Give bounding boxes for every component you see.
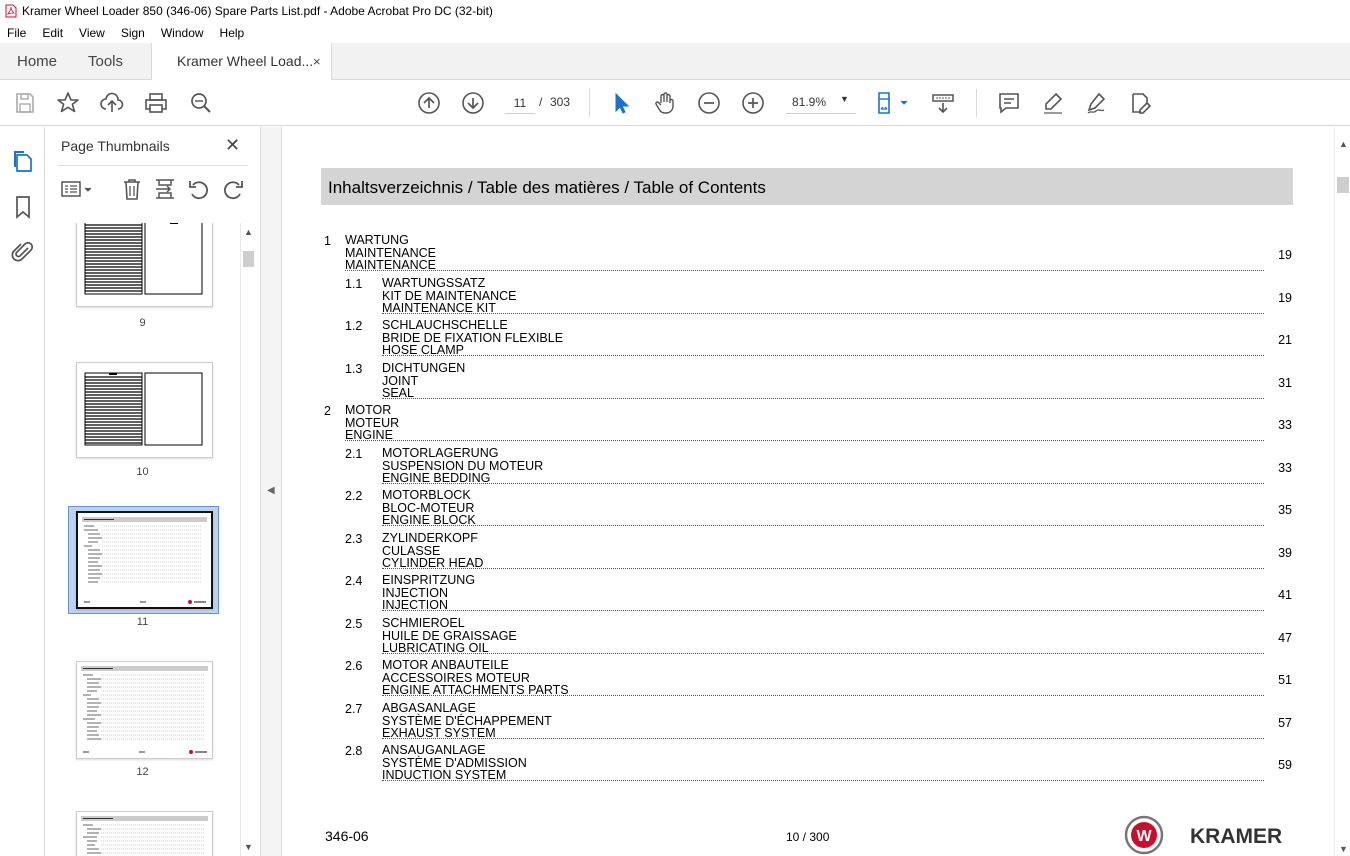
toc-entry-number: 2.8 — [345, 744, 363, 758]
toc-leader-dots — [382, 653, 1264, 654]
pdf-icon — [4, 4, 18, 18]
close-tab-icon[interactable]: × — [313, 54, 321, 69]
delete-icon[interactable] — [120, 177, 144, 201]
toc-leader-dots — [345, 440, 1264, 441]
page-thumbnails-icon[interactable] — [11, 149, 35, 173]
toc-entry-label: SYSTÈME D'ADMISSION — [382, 755, 527, 770]
toc-entry-label: EXHAUST SYSTEM — [382, 726, 496, 741]
toc-entry-number: 2.3 — [345, 532, 363, 546]
toc-leader-dots — [382, 525, 1264, 526]
left-rail — [0, 127, 45, 856]
toc-entry-page: 19 — [1278, 291, 1292, 305]
toc-entry-number: 2.7 — [345, 702, 363, 716]
zoom-select[interactable] — [786, 92, 856, 114]
toc-entry-label: ZYLINDERKOPF — [382, 531, 478, 545]
toc-banner — [321, 168, 1293, 205]
toc-entry-number: 2.5 — [345, 617, 363, 631]
thumbnail-scrollbar[interactable] — [240, 223, 255, 856]
scroll-up-icon[interactable]: ▲ — [244, 227, 253, 237]
fit-page-icon[interactable] — [875, 91, 911, 115]
toc-entry-number: 2 — [324, 404, 331, 418]
footer-page-number: 10 / 300 — [786, 830, 830, 844]
tab-bar — [0, 43, 1350, 80]
thumbnail-page-11[interactable] — [76, 511, 213, 609]
toc-entry-label: EINSPRITZUNG — [382, 573, 476, 587]
attachment-icon[interactable] — [11, 240, 35, 264]
close-icon[interactable]: ✕ — [225, 135, 241, 155]
toc-entry-number: 1.2 — [345, 319, 363, 333]
toc-entry-label: SYSTÈME D'ÉCHAPPEMENT — [382, 713, 552, 728]
toc-entry-page: 47 — [1278, 631, 1292, 645]
toc-entry-number: 1.3 — [345, 362, 363, 376]
scroll-mode-icon[interactable] — [931, 91, 955, 115]
toc-entry-page: 59 — [1278, 758, 1292, 772]
toc-entry-label: INJECTION — [382, 598, 448, 613]
toc-leader-dots — [382, 313, 1264, 314]
document-view[interactable] — [282, 127, 1334, 856]
menu-view[interactable]: View — [79, 25, 105, 40]
rotate-left-icon[interactable] — [187, 177, 211, 201]
page-up-icon[interactable] — [417, 91, 441, 115]
toc-entry-number: 2.4 — [345, 574, 363, 588]
thumbnails-panel — [45, 127, 260, 856]
thumbnail-label: 12 — [136, 766, 149, 778]
print-icon[interactable] — [144, 91, 168, 115]
toc-entry-label: SEAL — [382, 386, 414, 401]
toc-entry-label: MOTORBLOCK — [382, 488, 471, 502]
toc-entry-label: WARTUNGSSATZ — [382, 276, 486, 290]
panel-title: Page Thumbnails — [61, 138, 170, 154]
thumbnail-page-9[interactable] — [76, 223, 213, 307]
toc-entry-label: CYLINDER HEAD — [382, 556, 484, 571]
toolbar — [0, 80, 1350, 126]
toc-entry-label: MAINTENANCE — [345, 245, 436, 260]
scroll-up-icon[interactable]: ▲ — [1339, 139, 1348, 149]
toc-leader-dots — [382, 355, 1264, 356]
toc-entry-label: SCHLAUCHSCHELLE — [382, 318, 508, 332]
thumbnail-label: 10 — [136, 466, 149, 478]
title-bar — [0, 0, 1350, 22]
zoom-out-icon[interactable] — [697, 91, 721, 115]
toc-entry-label: ABGASANLAGE — [382, 701, 476, 715]
thumbnail-page-13[interactable] — [76, 811, 213, 856]
toc-entry-label: BRIDE DE FIXATION FLEXIBLE — [382, 330, 564, 345]
tab-document-label: Kramer Wheel Load... — [177, 53, 314, 69]
kramer-logo — [1124, 815, 1294, 856]
toc-entry-label: HOSE CLAMP — [382, 343, 464, 358]
zoom-value: 81.9% — [792, 95, 827, 109]
toc-entry-label: ENGINE BEDDING — [382, 471, 491, 486]
thumbnail-label: 11 — [136, 616, 149, 628]
highlight-icon[interactable] — [1041, 91, 1065, 115]
svg-text:W: W — [1136, 828, 1152, 845]
toc-title: Inhaltsverzeichnis / Table des matières / Table of Contents — [328, 178, 766, 197]
toc-entry-label: MOTOR ANBAUTEILE — [382, 658, 509, 672]
menu-file[interactable]: File — [7, 25, 27, 40]
tab-tools[interactable]: Tools — [88, 53, 124, 70]
toc-entry-label: MOTOR — [345, 403, 392, 417]
zoom-search-icon[interactable] — [189, 91, 213, 115]
page-number-input[interactable] — [505, 92, 535, 114]
options-icon[interactable] — [59, 177, 95, 201]
toc-entry-label: JOINT — [382, 373, 419, 388]
toc-entry-page: 21 — [1278, 333, 1292, 347]
menu-help[interactable]: Help — [219, 25, 245, 40]
menu-bar — [0, 22, 1350, 43]
toc-entry-label: ENGINE BLOCK — [382, 513, 476, 528]
scroll-thumb[interactable] — [243, 251, 254, 267]
divider — [58, 165, 248, 166]
toc-entry-label: SCHMIEROEL — [382, 616, 465, 630]
toc-entry-label: ANSAUGANLAGE — [382, 743, 486, 757]
toolbar-divider — [589, 89, 590, 117]
menu-edit[interactable]: Edit — [42, 25, 64, 40]
scroll-down-icon[interactable]: ▼ — [244, 842, 253, 852]
page-total: 303 — [550, 95, 571, 109]
zoom-in-icon[interactable] — [741, 91, 765, 115]
toc-entry-number: 2.2 — [345, 489, 363, 503]
toc-entry-number: 2.6 — [345, 659, 363, 673]
star-icon[interactable] — [56, 91, 80, 115]
toc-entry-label: SUSPENSION DU MOTEUR — [382, 458, 544, 473]
comment-icon[interactable] — [997, 91, 1021, 115]
toc-entry-label: KIT DE MAINTENANCE — [382, 288, 517, 303]
toc-entry-number: 1 — [324, 234, 331, 248]
tab-home[interactable]: Home — [17, 53, 58, 70]
page-down-icon[interactable] — [461, 91, 485, 115]
toc-entry-page: 57 — [1278, 716, 1292, 730]
toc-entry-label: ACCESSOIRES MOTEUR — [382, 670, 530, 685]
thumbnail-toolbar — [45, 175, 260, 203]
thumbnail-page-12[interactable] — [76, 661, 213, 759]
save-icon[interactable] — [13, 91, 37, 115]
window-title: Kramer Wheel Loader 850 (346-06) Spare Parts List.pdf - Adobe Acrobat Pro DC (32-bit) — [22, 4, 493, 18]
toc-leader-dots — [382, 695, 1264, 696]
thumbnail-label: 9 — [139, 317, 146, 329]
toc-entry-label: INJECTION — [382, 585, 448, 600]
chevron-down-icon: ▼ — [840, 94, 849, 104]
toc-entry-page: 31 — [1278, 376, 1292, 390]
toc-entry-page: 51 — [1278, 673, 1292, 687]
toc-entry-label: MAINTENANCE KIT — [382, 301, 496, 316]
toc-entry-label: MAINTENANCE — [345, 258, 436, 273]
toc-leader-dots — [382, 738, 1264, 739]
toc-entry-label: MOTORLAGERUNG — [382, 446, 499, 460]
rotate-right-icon[interactable] — [221, 177, 245, 201]
toc-leader-dots — [382, 780, 1264, 781]
toc-entry-page: 35 — [1278, 503, 1292, 517]
document-scrollbar[interactable] — [1334, 127, 1350, 856]
tab-document[interactable] — [151, 43, 332, 81]
edit-pdf-icon[interactable] — [1129, 91, 1153, 115]
toc-entry-page: 41 — [1278, 588, 1292, 602]
page-separator: / — [539, 95, 543, 109]
thumbnail-page-10[interactable] — [76, 362, 213, 458]
toc-leader-dots — [382, 398, 1264, 399]
svg-text:KRAMER: KRAMER — [1190, 825, 1283, 848]
footer-code: 346-06 — [325, 828, 369, 844]
toc-entry-label: INDUCTION SYSTEM — [382, 768, 507, 783]
menu-sign[interactable]: Sign — [120, 25, 145, 40]
scroll-thumb[interactable] — [1337, 177, 1349, 193]
toc-entry-label: DICHTUNGEN — [382, 361, 466, 375]
toc-entry-label: ENGINE ATTACHMENTS PARTS — [382, 683, 569, 698]
thumbnail-list — [45, 223, 240, 856]
collapse-panel-icon[interactable]: ◀ — [267, 485, 275, 496]
toc-leader-dots — [382, 483, 1264, 484]
sign-icon[interactable] — [1085, 91, 1109, 115]
menu-window[interactable]: Window — [160, 25, 204, 40]
select-cursor-icon[interactable] — [609, 91, 633, 115]
toc-entry-page: 19 — [1278, 248, 1292, 262]
toc-entry-page: 33 — [1278, 418, 1292, 432]
toc-entry-label: LUBRICATING OIL — [382, 641, 489, 656]
upload-icon[interactable] — [100, 91, 124, 115]
toc-entry-label: ENGINE — [345, 428, 393, 443]
toc-entry-label: BLOC-MOTEUR — [382, 500, 475, 515]
scroll-down-icon[interactable]: ▼ — [1339, 844, 1348, 854]
toc-entry-page: 33 — [1278, 461, 1292, 475]
toc-entry-label: CULASSE — [382, 543, 441, 558]
toc-entry-label: HUILE DE GRAISSAGE — [382, 628, 517, 643]
insert-pages-icon[interactable] — [153, 177, 177, 201]
toc-entry-page: 39 — [1278, 546, 1292, 560]
toc-leader-dots — [345, 270, 1264, 271]
toc-entry-number: 2.1 — [345, 447, 363, 461]
bookmark-icon[interactable] — [11, 195, 35, 219]
toc-entry-label: MOTEUR — [345, 415, 400, 430]
toc-leader-dots — [382, 610, 1264, 611]
toc-leader-dots — [382, 568, 1264, 569]
hand-icon[interactable] — [653, 91, 677, 115]
toolbar-divider — [976, 89, 977, 117]
toc-entry-label: WARTUNG — [345, 233, 409, 247]
toc-entry-number: 1.1 — [345, 277, 363, 291]
panel-splitter[interactable] — [260, 127, 282, 856]
